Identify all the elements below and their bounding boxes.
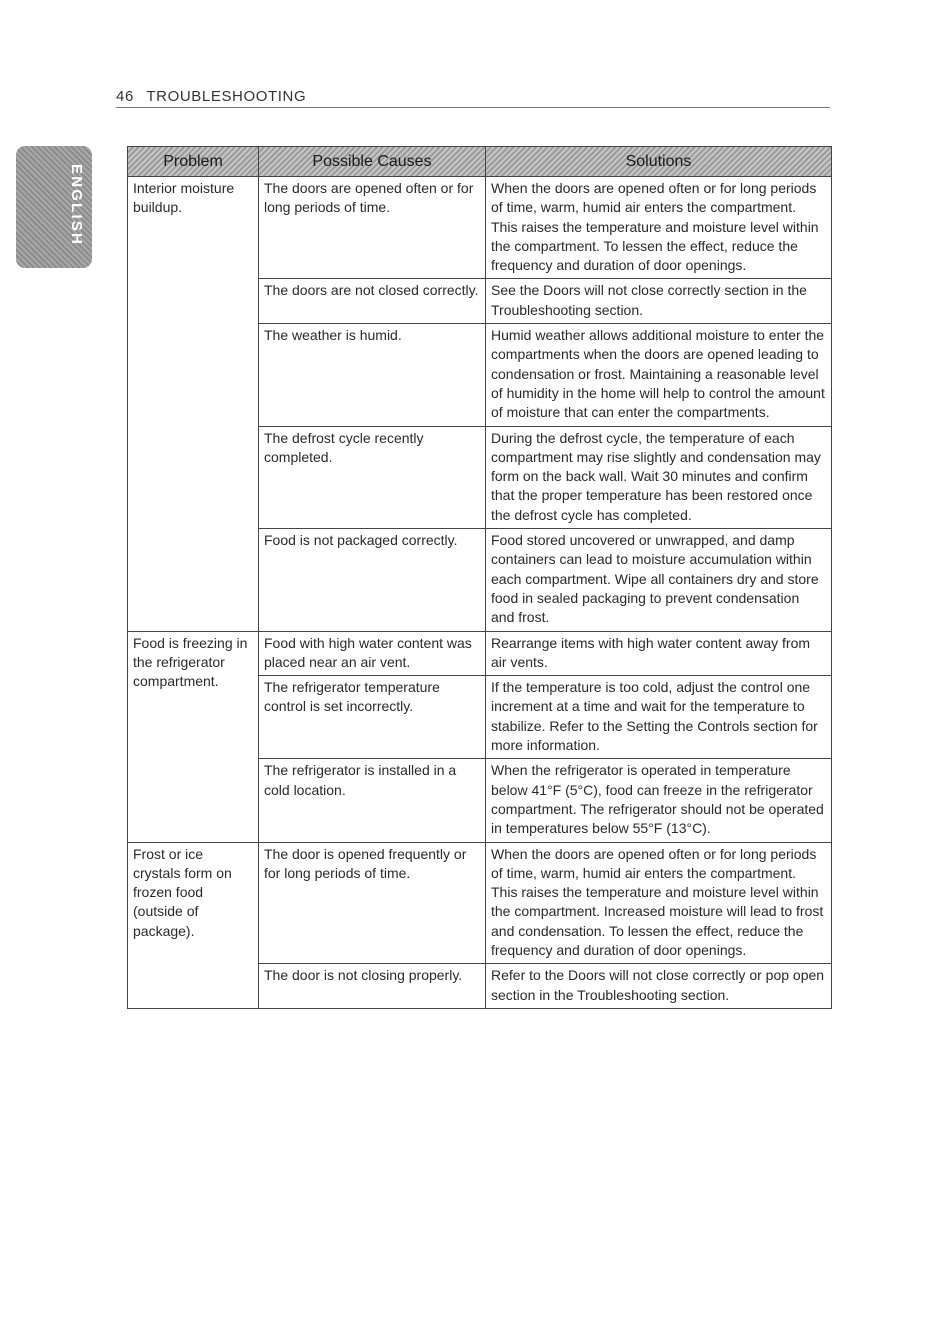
cause-cell: The doors are not closed correctly.	[259, 279, 486, 324]
problem-cell: Interior moisture buildup.	[128, 177, 259, 632]
column-header-causes: Possible Causes	[259, 147, 486, 177]
language-tab	[16, 146, 92, 268]
cause-cell: Food with high water content was placed near an air vent.	[259, 631, 486, 676]
section-title: TROUBLESHOOTING	[146, 88, 307, 105]
language-tab-label: ENGLISH	[68, 164, 85, 247]
cause-cell: The door is not closing properly.	[259, 964, 486, 1009]
solution-cell: If the temperature is too cold, adjust the control one increment at a time and wait for the temperature to stabilize. Refer to the Setting the Controls section for more information.	[486, 676, 832, 759]
solution-cell: When the doors are opened often or for long periods of time, warm, humid air enters the compartment. This raises the temperature and moisture level within the compartment. Increased moisture will lead to frost and condensation. To lessen the effect, reduce the frequency and duration of door openings.	[486, 842, 832, 964]
solution-cell: Rearrange items with high water content away from air vents.	[486, 631, 832, 676]
cause-cell: The door is opened frequently or for long periods of time.	[259, 842, 486, 964]
cause-cell: The refrigerator is installed in a cold location.	[259, 759, 486, 842]
column-header-solutions: Solutions	[486, 147, 832, 177]
table-row	[128, 177, 832, 279]
cause-cell: The refrigerator temperature control is set incorrectly.	[259, 676, 486, 759]
troubleshooting-table	[127, 146, 832, 1009]
cause-cell: Food is not packaged correctly.	[259, 529, 486, 631]
page-number: 46	[116, 88, 134, 105]
cause-cell: The defrost cycle recently completed.	[259, 426, 486, 528]
solution-cell: When the doors are opened often or for long periods of time, warm, humid air enters the compartment. This raises the temperature and moisture level within the compartment. To lessen the effect, reduce the frequency and duration of door openings.	[486, 177, 832, 279]
page-header	[116, 88, 830, 108]
solution-cell: See the Doors will not close correctly section in the Troubleshooting section.	[486, 279, 832, 324]
table-header-row	[128, 147, 832, 177]
table-row	[128, 842, 832, 964]
table-row	[128, 631, 832, 676]
solution-cell: During the defrost cycle, the temperature of each compartment may rise slightly and condensation may form on the back wall. Wait 30 minutes and confirm that the proper temperature has been restored once the defrost cycle has completed.	[486, 426, 832, 528]
solution-cell: Food stored uncovered or unwrapped, and damp containers can lead to moisture accumulation within each compartment. Wipe all containers dry and store food in sealed packaging to prevent condensation and frost.	[486, 529, 832, 631]
cause-cell: The doors are opened often or for long periods of time.	[259, 177, 486, 279]
solution-cell: Refer to the Doors will not close correctly or pop open section in the Troubleshooting section.	[486, 964, 832, 1009]
solution-cell: When the refrigerator is operated in temperature below 41°F (5°C), food can freeze in the refrigerator compartment. The refrigerator should not be operated in temperatures below 55°F (13°C).	[486, 759, 832, 842]
problem-cell: Frost or ice crystals form on frozen food (outside of package).	[128, 842, 259, 1008]
solution-cell: Humid weather allows additional moisture to enter the compartments when the doors are opened leading to condensation or frost. Maintaining a reasonable level of humidity in the home will help to control the amount of moisture that can enter the compartments.	[486, 324, 832, 426]
cause-cell: The weather is humid.	[259, 324, 486, 426]
problem-cell: Food is freezing in the refrigerator compartment.	[128, 631, 259, 842]
column-header-problem: Problem	[128, 147, 259, 177]
